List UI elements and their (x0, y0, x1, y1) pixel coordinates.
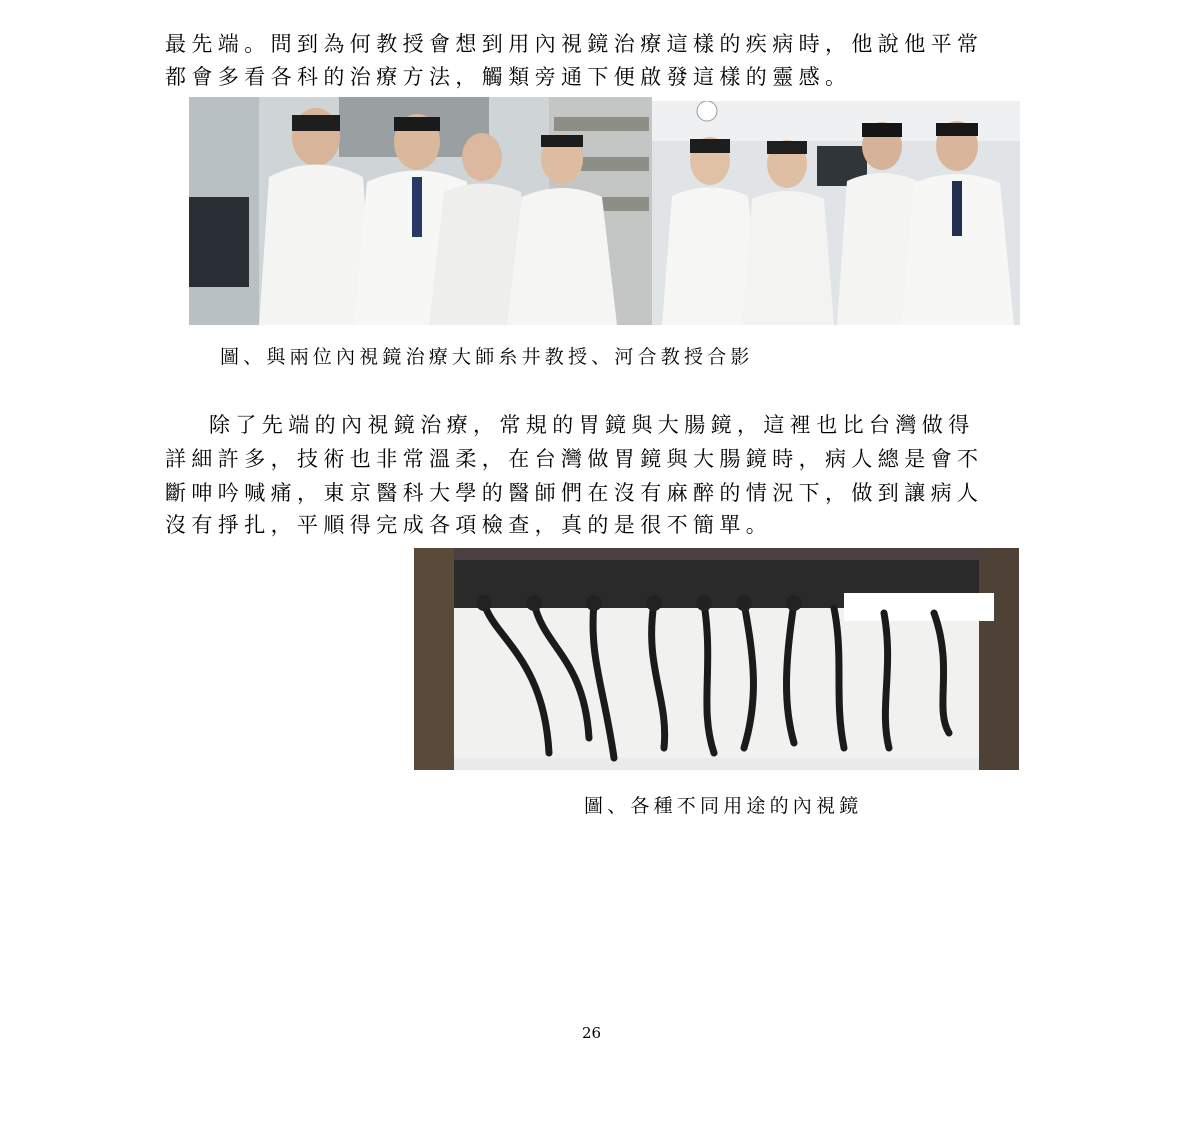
group-photo-right (652, 101, 1020, 325)
paragraph-middle-line-2: 詳細許多，技術也非常溫柔，在台灣做胃鏡與大腸鏡時，病人總是會不 (165, 447, 984, 471)
paragraph-top-line-1: 最先端。問到為何教授會想到用內視鏡治療這樣的疾病時，他說他平常 (165, 32, 984, 56)
paragraph-middle-line-3: 斷呻吟喊痛，東京醫科大學的醫師們在沒有麻醉的情況下，做到讓病人 (165, 481, 984, 505)
figure1-caption: 圖、與兩位內視鏡治療大師糸井教授、河合教授合影 (220, 346, 754, 368)
group-photo-left (189, 97, 652, 325)
endoscopes-photo (414, 548, 1019, 770)
paragraph-middle-line-4: 沒有掙扎，平順得完成各項檢查，真的是很不簡單。 (165, 513, 773, 537)
figure2-caption: 圖、各種不同用途的內視鏡 (584, 795, 863, 817)
page-number: 26 (581, 1024, 602, 1042)
paragraph-middle-line-1: 除了先端的內視鏡治療，常規的胃鏡與大腸鏡，這裡也比台灣做得 (209, 413, 975, 437)
paragraph-top-line-2: 都會多看各科的治療方法，觸類旁通下便啟發這樣的靈感。 (165, 65, 852, 89)
